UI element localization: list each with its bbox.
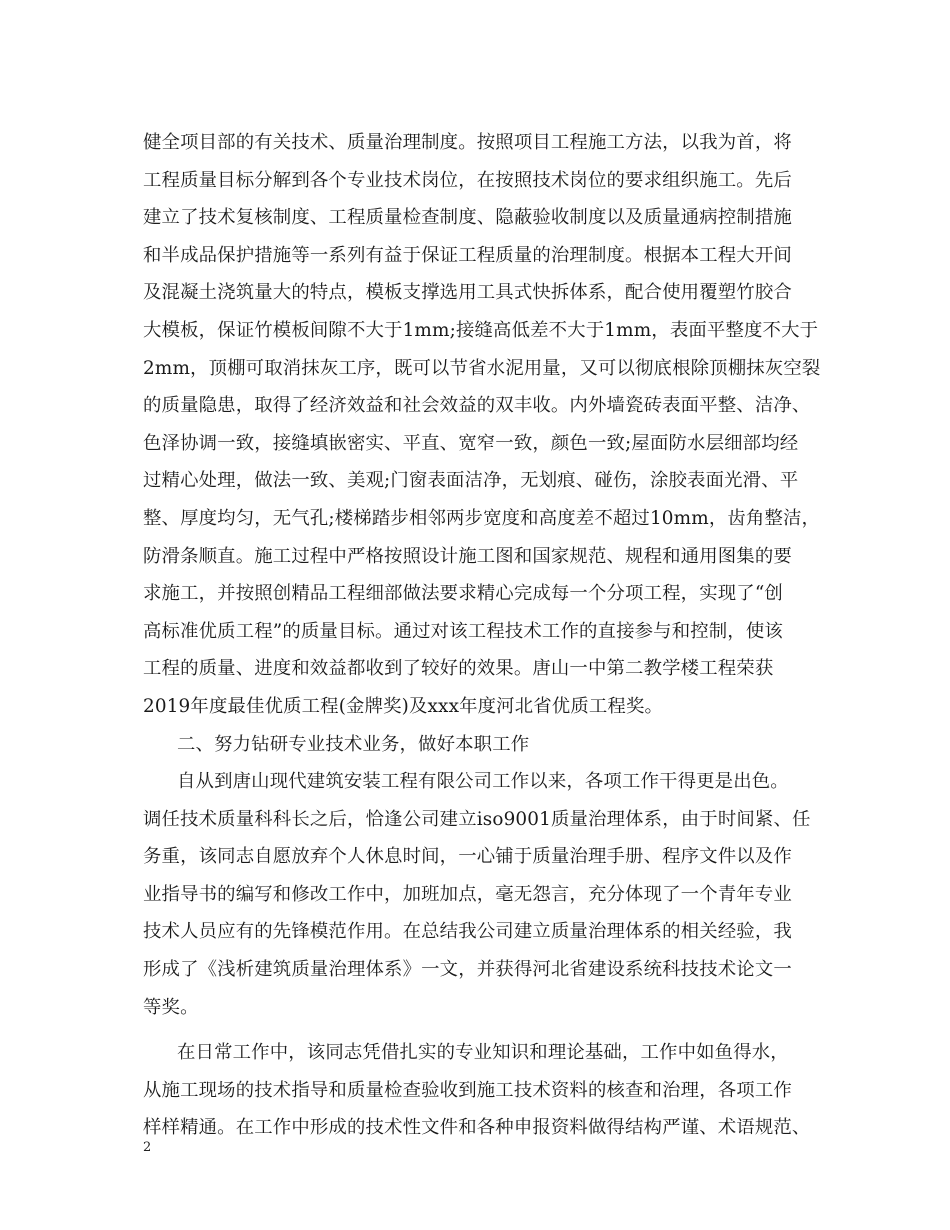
text-line: 2mm，顶棚可取消抹灰工序，既可以节省水泥用量，又可以彻底根除顶棚抹灰空裂	[143, 357, 821, 379]
text-line: 整、厚度均匀，无气孔;楼梯踏步相邻两步宽度和高度差不超过10mm，齿角整洁，	[143, 507, 821, 529]
section-heading: 二、努力钻研专业技术业务，做好本职工作	[177, 733, 530, 755]
text-line: 2019年度最佳优质工程(金牌奖)及xxx年度河北省优质工程奖。	[143, 695, 664, 717]
text-line: 和半成品保护措施等一系列有益于保证工程质量的治理制度。根据本工程大开间	[143, 244, 792, 266]
text-line: 务重，该同志自愿放弃个人休息时间，一心铺于质量治理手册、程序文件以及作	[143, 846, 792, 868]
text-line: 过精心处理，做法一致、美观;门窗表面洁净，无划痕、碰伤，涂胶表面光滑、平	[143, 470, 799, 492]
text-line: 求施工，并按照创精品工程细部做法要求精心完成每一个分项工程，实现了“创	[143, 583, 783, 605]
text-line: 从施工现场的技术指导和质量检查验收到施工技术资料的核查和治理，各项工作	[143, 1079, 792, 1101]
document-body	[143, 124, 823, 1147]
paragraph-2	[143, 763, 823, 1026]
text-line: 形成了《浅析建筑质量治理体系》一文，并获得河北省建设系统科技技术论文一	[143, 959, 792, 981]
text-line: 高标准优质工程”的质量目标。通过对该工程技术工作的直接参与和控制，使该	[143, 620, 783, 642]
text-line: 等奖。	[143, 996, 199, 1018]
paragraph-3	[143, 1034, 823, 1147]
paragraph-1	[143, 124, 823, 726]
text-line: 大模板，保证竹模板间隙不大于1mm;接缝高低差不大于1mm，表面平整度不大于	[143, 319, 819, 341]
text-line: 工程质量目标分解到各个专业技术岗位，在按照技术岗位的要求组织施工。先后	[143, 169, 792, 191]
text-line: 及混凝土浇筑量大的特点，模板支撑选用工具式快拆体系，配合使用覆塑竹胶合	[143, 282, 792, 304]
text-line: 调任技术质量科科长之后，恰逢公司建立iso9001质量治理体系，由于时间紧、任	[143, 808, 811, 830]
text-line: 技术人员应有的先锋模范作用。在总结我公司建立质量治理体系的相关经验，我	[143, 921, 792, 943]
text-line: 色泽协调一致，接缝填嵌密实、平直、宽窄一致，颜色一致;屋面防水层细部均经	[143, 432, 799, 454]
text-line: 样样精通。在工作中形成的技术性文件和各种申报资料做得结构严谨、术语规范、	[143, 1117, 811, 1139]
text-line: 在日常工作中，该同志凭借扎实的专业知识和理论基础，工作中如鱼得水，	[177, 1042, 789, 1064]
text-line: 健全项目部的有关技术、质量治理制度。按照项目工程施工方法，以我为首，将	[143, 132, 792, 153]
page-number: 2	[143, 1140, 152, 1155]
text-line: 工程的质量、进度和效益都收到了较好的效果。唐山一中第二教学楼工程荣获	[143, 658, 774, 680]
text-line: 的质量隐患，取得了经济效益和社会效益的双丰收。内外墙瓷砖表面平整、洁净、	[143, 395, 811, 417]
paragraph-gap	[143, 1026, 823, 1034]
text-line: 建立了技术复核制度、工程质量检查制度、隐蔽验收制度以及质量通病控制措施	[143, 207, 792, 229]
text-line: 自从到唐山现代建筑安装工程有限公司工作以来，各项工作干得更是出色。	[177, 771, 789, 793]
text-line: 防滑条顺直。施工过程中严格按照设计施工图和国家规范、规程和通用图集的要	[143, 545, 792, 567]
text-line: 业指导书的编写和修改工作中，加班加点，毫无怨言，充分体现了一个青年专业	[143, 883, 792, 905]
